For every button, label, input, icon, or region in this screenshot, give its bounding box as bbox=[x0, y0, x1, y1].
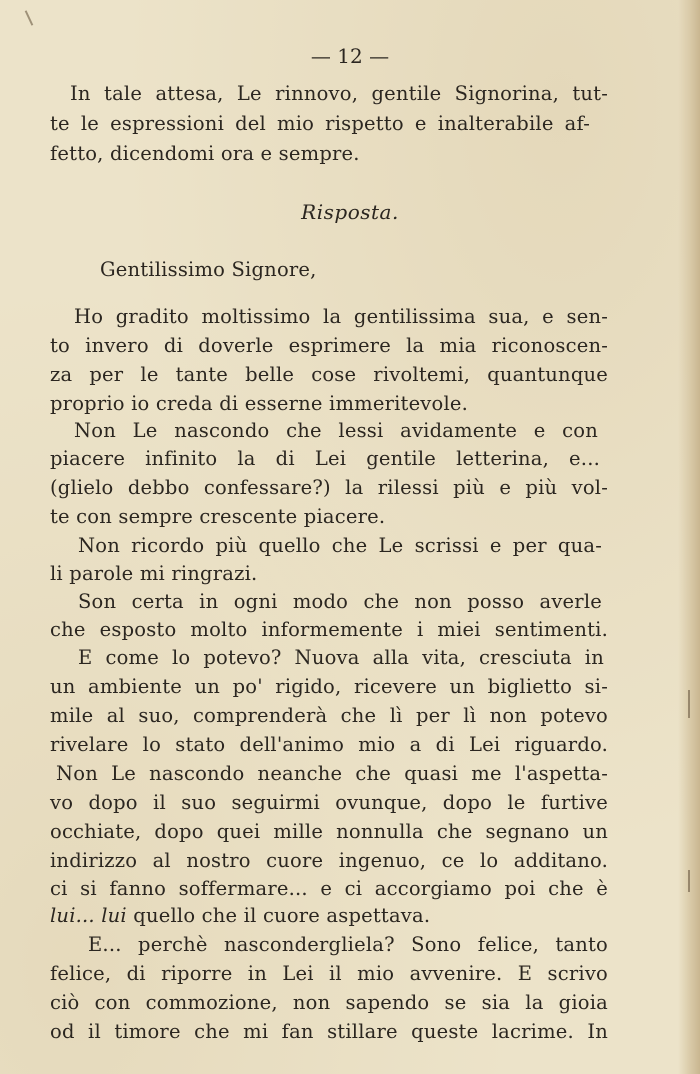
text-line: mile al suo, comprenderà che lì per lì non potevo bbox=[50, 704, 608, 727]
text-line: Non Le nascondo che lessi avidamente e con bbox=[74, 419, 598, 442]
section-heading: Risposta. bbox=[301, 200, 399, 224]
text-line: Ho gradito moltissimo la gentilissima sua, e sen- bbox=[74, 305, 608, 328]
text-line: piacere infinito la di Lei gentile letterina, e... bbox=[50, 447, 600, 470]
letter-salutation: Gentilissimo Signore, bbox=[100, 258, 317, 281]
text-line: rivelare lo stato dell'animo mio a di Lei riguardo. bbox=[50, 733, 608, 756]
text-line: E... perchè nascondergliela? Sono felice, tanto bbox=[88, 933, 608, 956]
text-line: Son certa in ogni modo che non posso averle bbox=[78, 590, 602, 613]
paper-mark bbox=[688, 870, 690, 892]
text-line: ciò con commozione, non sapendo se sia la gioia bbox=[50, 991, 608, 1014]
text-line: te le espressioni del mio rispetto e inalterabile af- bbox=[50, 112, 590, 135]
italic-emphasis: lui... lui bbox=[50, 904, 127, 927]
text-line: od il timore che mi fan stillare queste lacrime. In bbox=[50, 1020, 608, 1043]
text-line: fetto, dicendomi ora e sempre. bbox=[50, 142, 360, 165]
text-line: occhiate, dopo quei mille nonnulla che segnano un bbox=[50, 820, 608, 843]
paper-mark bbox=[25, 10, 34, 25]
paper-mark bbox=[688, 690, 690, 718]
text-line: te con sempre crescente piacere. bbox=[50, 505, 386, 528]
text-line: proprio io creda di esserne immeritevole. bbox=[50, 392, 469, 415]
page-spine-shadow bbox=[678, 0, 700, 1074]
text-line: indirizzo al nostro cuore ingenuo, ce lo additano. bbox=[50, 849, 608, 872]
text-line bbox=[50, 904, 430, 927]
text-line: vo dopo il suo seguirmi ovunque, dopo le furtive bbox=[50, 791, 608, 814]
text-line: Non Le nascondo neanche che quasi me l'aspetta- bbox=[56, 762, 608, 785]
text-line: li parole mi ringrazi. bbox=[50, 562, 258, 585]
text-line: za per le tante belle cose rivoltemi, quantunque bbox=[50, 363, 608, 386]
page-number: — 12 — bbox=[310, 44, 390, 68]
text-line: che esposto molto informemente i miei sentimenti. bbox=[50, 618, 608, 641]
text-line: felice, di riporre in Lei il mio avvenire. E scrivo bbox=[50, 962, 608, 985]
text-line: un ambiente un po' rigido, ricevere un biglietto si- bbox=[50, 675, 608, 698]
text-line: In tale attesa, Le rinnovo, gentile Signorina, tut- bbox=[70, 82, 608, 105]
text-line: ci si fanno soffermare... e ci accorgiamo poi che è bbox=[50, 877, 608, 900]
text-line: to invero di doverle esprimere la mia riconoscen- bbox=[50, 334, 608, 357]
text-line: E come lo potevo? Nuova alla vita, cresciuta in bbox=[78, 646, 604, 669]
text-line: Non ricordo più quello che Le scrissi e per qua- bbox=[78, 534, 602, 557]
text-line-rest: quello che il cuore aspettava. bbox=[126, 904, 431, 927]
text-line: (glielo debbo confessare?) la rilessi più e più vol- bbox=[50, 476, 608, 499]
